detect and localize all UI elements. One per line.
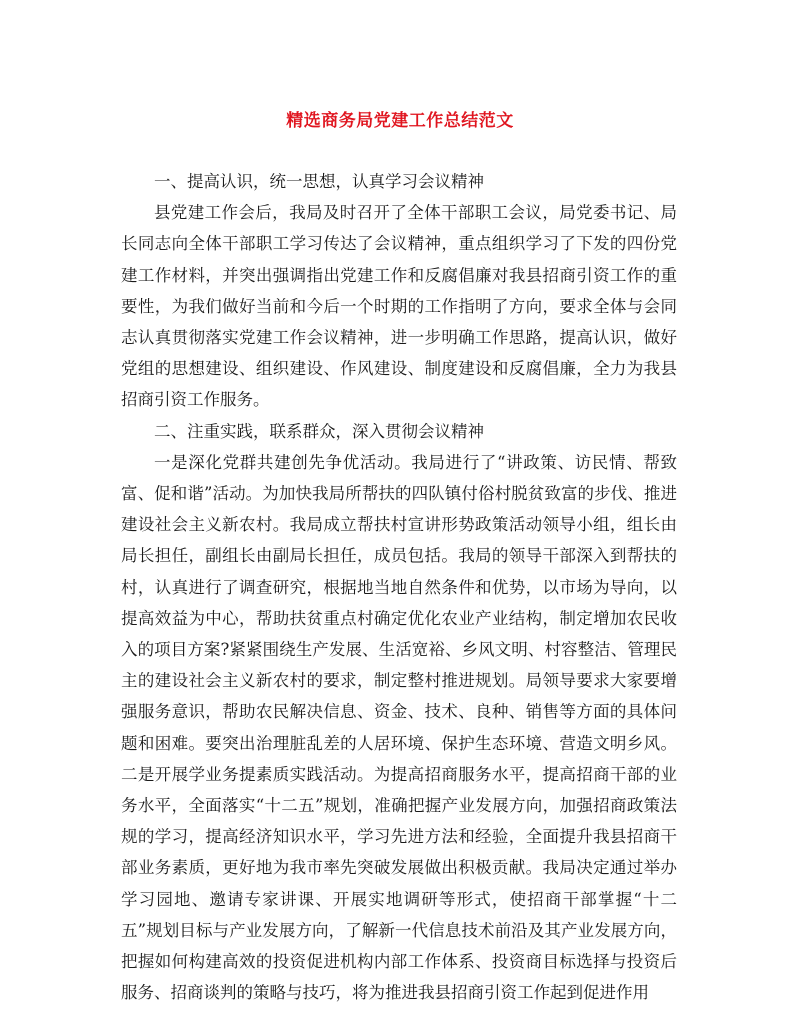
paragraph-1: 县党建工作会后，我局及时召开了全体干部职工会议，局党委书记、局长同志向全体干部职工学习传达了会议精神，重点组织学习了下发的四份党建工作材料，并突出强调指出党建工作和反腐倡廉对我县招商引资工作的重要性，为我们做好当前和今后一个时期的工作指明了方向，要求全体与会同志认真贯彻落实党建工作会议精神，进一步明确工作思路，提高认识，做好党组的思想建设、组织建设、作风建设、制度建设和反腐倡廉，全力为我县招商引资工作服务。: [121, 203, 677, 410]
section-heading-2: 二、注重实践，联系群众，深入贯彻会议精神: [154, 421, 484, 441]
document-title: 精选商务局党建工作总结范文: [286, 111, 514, 131]
paragraph-2: 一是深化党群共建创先争优活动。我局进行了“讲政策、访民情、帮致富、促和谐”活动。为加快我局所帮扶的四队镇付俗村脱贫致富的步伐、推进建设社会主义新农村。我局成立帮扶村宣讲形势政策活动领导小组，组长由局长担任，副组长由副局长担任，成员包括。我局的领导干部深入到帮扶的村，认真进行了调查研究，根据地当地自然条件和优势，以市场为导向，以提高效益为中心，帮助扶贫重点村确定优化农业产业结构，制定增加农民收入的项目方案?紧紧围绕生产发展、生活宽裕、乡风文明、村容整洁、管理民主的建设社会主义新农村的要求，制定整村推进规划。局领导要求大家要增强服务意识，帮助农民解决信息、资金、技术、良种、销售等方面的具体问题和困难。要突出治理脏乱差的人居环境、保护生态环境、营造文明乡风。二是开展学业务提素质实践活动。为提高招商服务水平，提高招商干部的业务水平，全面落实“十二五”规划，准确把握产业发展方向，加强招商政策法规的学习，提高经济知识水平，学习先进方法和经验，全面提升我县招商干部业务素质，更好地为我市率先突破发展做出积极贡献。我局决定通过举办学习园地、邀请专家讲课、开展实地调研等形式，使招商干部掌握“十二五”规划目标与产业发展方向，了解新一代信息技术前沿及其产业发展方向，把握如何构建高效的投资促进机构内部工作体系、投资商目标选择与投资后服务、招商谈判的策略与技巧，将为推进我县招商引资工作起到促进作用: [121, 452, 677, 1003]
section-heading-1: 一、提高认识，统一思想，认真学习会议精神: [154, 172, 484, 191]
document-body: [121, 166, 677, 1008]
